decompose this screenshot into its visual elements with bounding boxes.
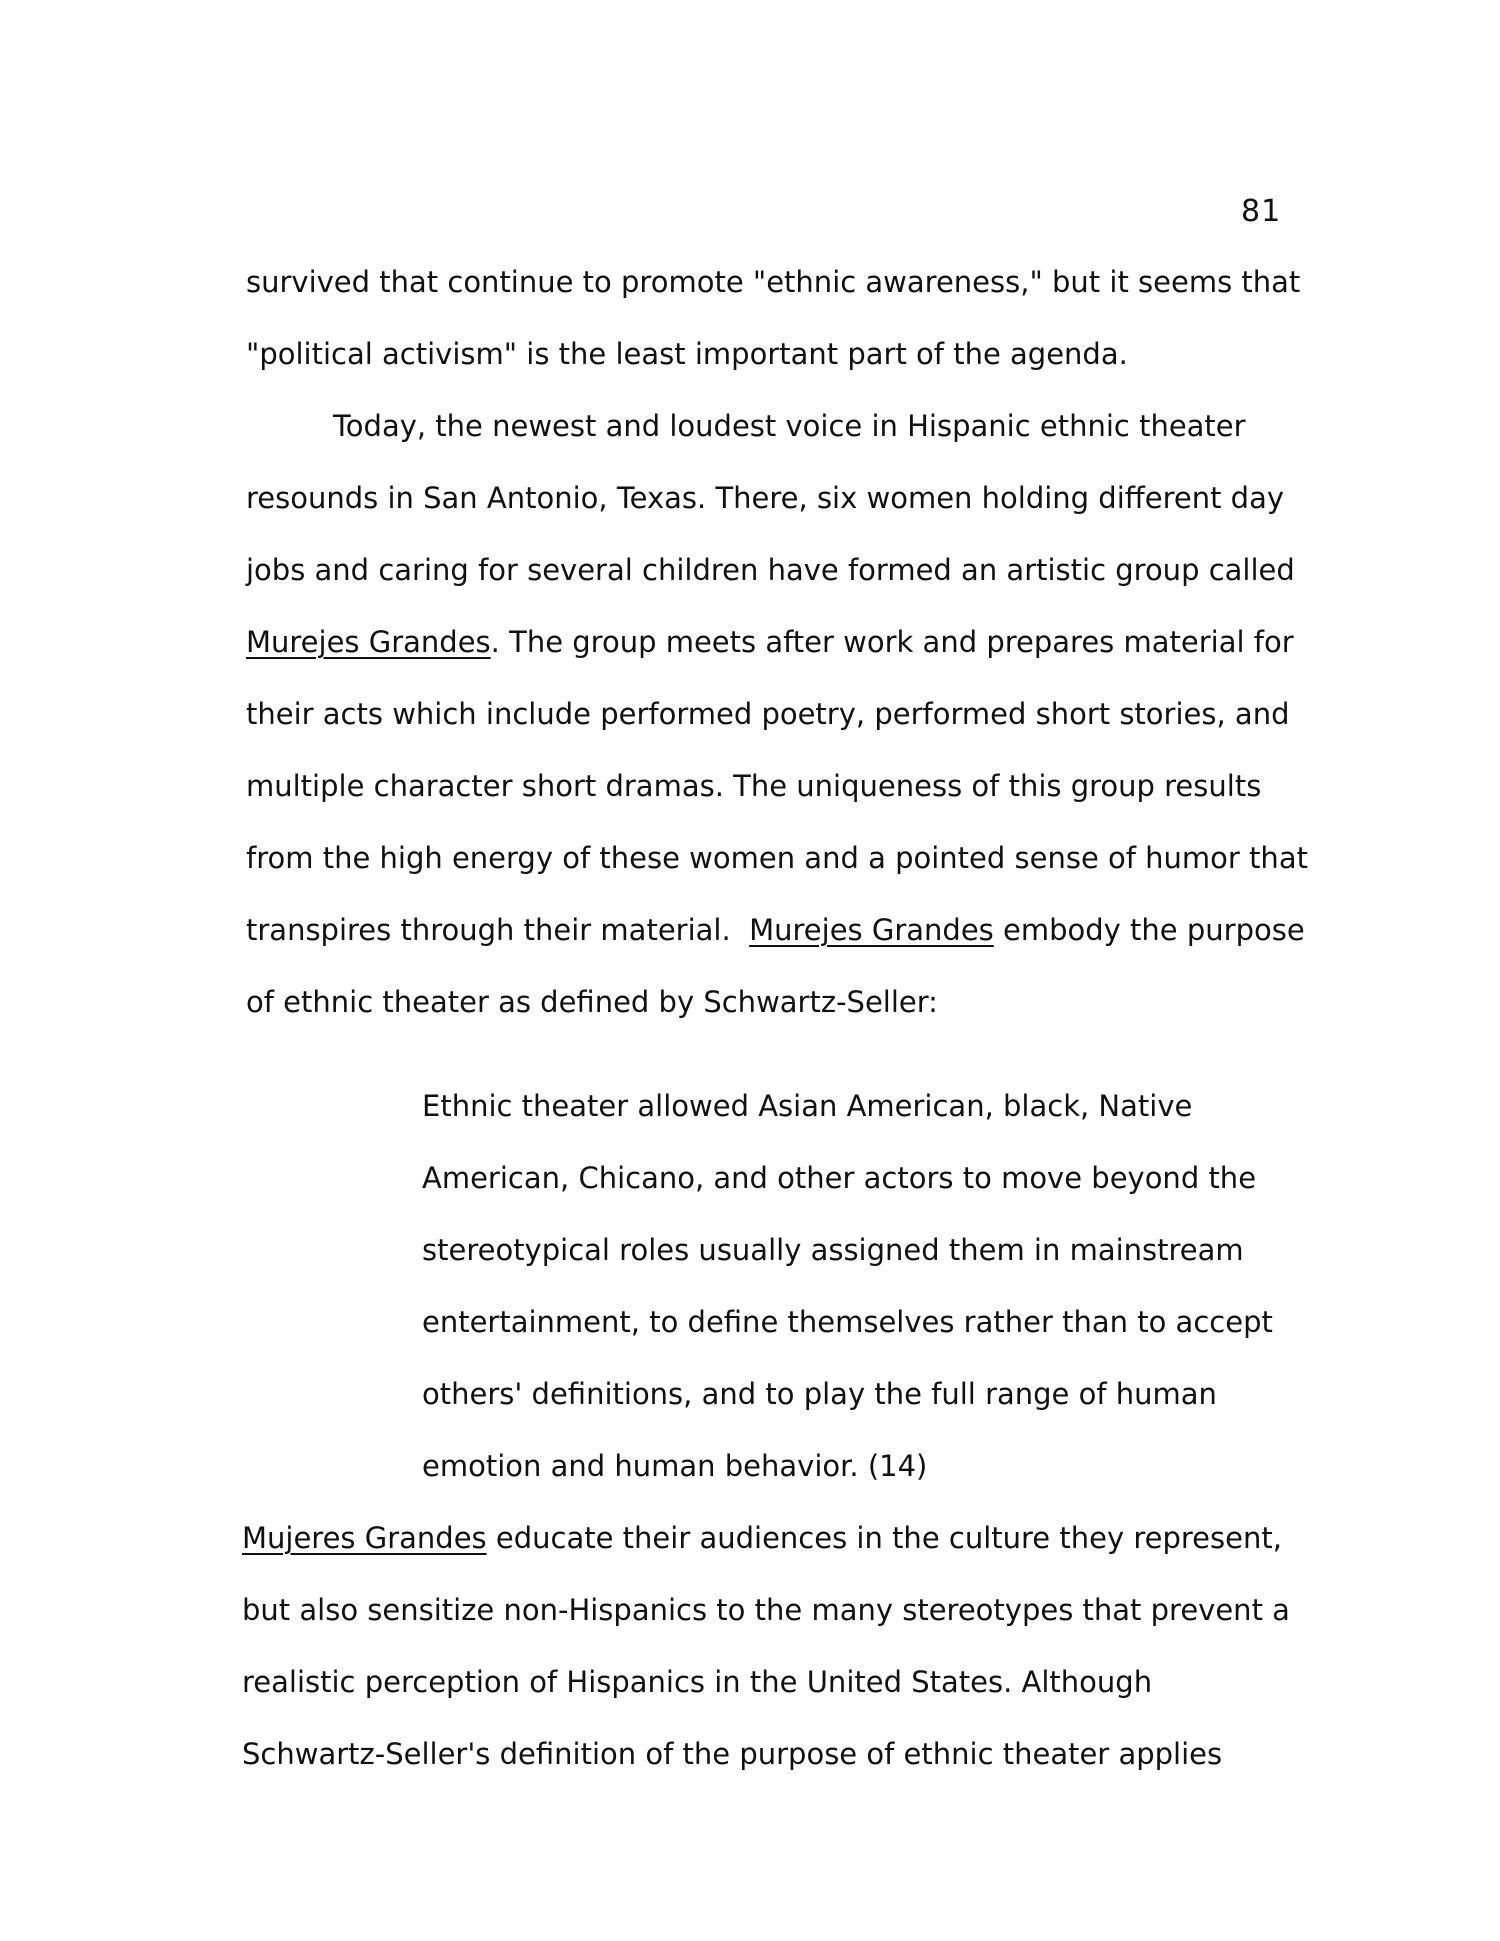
body-line: of ethnic theater as defined by Schwartz-Seller: [246, 985, 938, 1019]
body-line: their acts which include performed poetry, performed short stories, and [246, 697, 1290, 731]
body-line: "political activism" is the least important part of the agenda. [246, 337, 1128, 371]
body-line: jobs and caring for several children have formed an artistic group called [246, 553, 1295, 587]
block-quote-line: Ethnic theater allowed Asian American, black, Native [422, 1089, 1193, 1123]
page-number: 81 [1241, 194, 1282, 229]
line-text: educate their audiences in the culture they represent, [486, 1521, 1282, 1555]
block-quote-line: others' definitions, and to play the full range of human [422, 1377, 1217, 1411]
line-text: embody the purpose [993, 913, 1305, 947]
body-line: multiple character short dramas. The uniqueness of this group results [246, 769, 1262, 803]
block-quote-line: emotion and human behavior. (14) [422, 1449, 928, 1483]
body-line: resounds in San Antonio, Texas. There, six women holding different day [246, 481, 1285, 515]
body-line: survived that continue to promote "ethnic awareness," but it seems that [246, 265, 1301, 299]
paragraph-start-line: Today, the newest and loudest voice in Hispanic ethnic theater [333, 409, 1246, 443]
body-line [246, 910, 1305, 950]
block-quote-line: stereotypical roles usually assigned them in mainstream [422, 1233, 1244, 1267]
block-quote-line: entertainment, to define themselves rather than to accept [422, 1305, 1273, 1339]
group-title-underlined: Murejes Grandes [749, 913, 994, 947]
group-title-underlined: Murejes Grandes [246, 625, 491, 659]
body-line: Schwartz-Seller's definition of the purpose of ethnic theater applies [242, 1737, 1223, 1771]
body-line [242, 1518, 1282, 1558]
body-line: but also sensitize non-Hispanics to the many stereotypes that prevent a [242, 1593, 1290, 1627]
group-title-underlined: Mujeres Grandes [242, 1521, 487, 1555]
body-line: realistic perception of Hispanics in the United States. Although [242, 1665, 1153, 1699]
block-quote-line: American, Chicano, and other actors to move beyond the [422, 1161, 1257, 1195]
line-text: . The group meets after work and prepares material for [490, 625, 1294, 659]
body-line: from the high energy of these women and a pointed sense of humor that [246, 841, 1308, 875]
body-line [246, 622, 1294, 662]
line-text: transpires through their material. [246, 913, 750, 947]
